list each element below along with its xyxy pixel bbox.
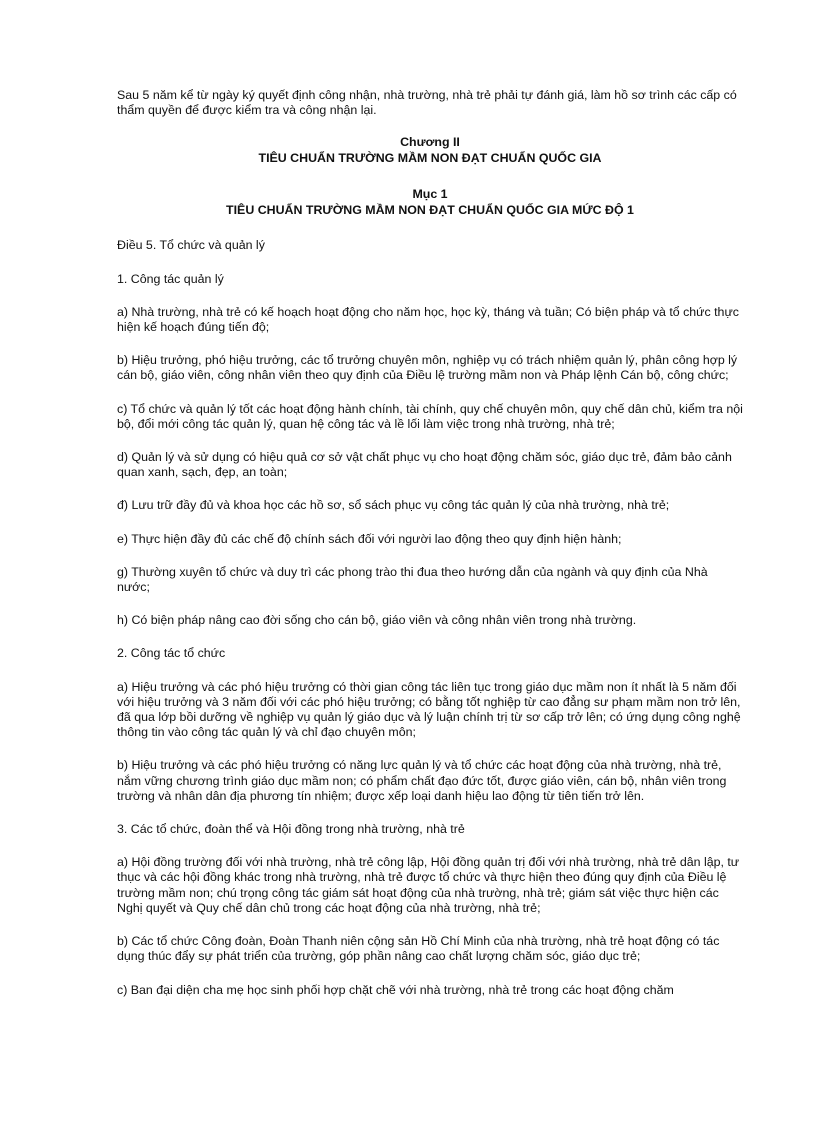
part1-item-b: b) Hiệu trưởng, phó hiệu trưởng, các tổ trưởng chuyên môn, nghiệp vụ có trách nhiệm quản lý, phân công hợp lý cán bộ, giáo viên, công nhân viên theo quy định của Điều lệ trường mầm non và Pháp lệnh Cán bộ, công chức;: [117, 353, 738, 383]
part2-title: 2. Công tác tổ chức: [117, 646, 226, 661]
part3-title: 3. Các tổ chức, đoàn thể và Hội đồng trong nhà trường, nhà trẻ: [117, 822, 465, 837]
section-title: TIÊU CHUẨN TRƯỜNG MẦM NON ĐẠT CHUẨN QUỐC GIA MỨC ĐỘ 1: [226, 203, 634, 218]
section-heading: [117, 186, 743, 218]
part1-item-c: c) Tổ chức và quản lý tốt các hoạt động hành chính, tài chính, quy chế chuyên môn, quy chế dân chủ, kiểm tra nội bộ, đổi mới công tác quản lý, quan hệ công tác và lề lối làm việc trong nhà trường, nhà trẻ;: [117, 401, 743, 431]
part1-item-g: g) Thường xuyên tổ chức và duy trì các phong trào thi đua theo hướng dẫn của ngành và quy định của Nhà nước;: [117, 564, 708, 595]
part1-title: 1. Công tác quản lý: [117, 271, 224, 286]
part3-item-b: b) Các tổ chức Công đoàn, Đoàn Thanh niên cộng sản Hồ Chí Minh của nhà trường, nhà trẻ hoạt động có tác dụng thúc đẩy sự phát triển của trường, góp phần nâng cao chất lượng chăm sóc, giáo dục trẻ;: [117, 934, 720, 964]
part1-item-d: d) Quản lý và sử dụng có hiệu quả cơ sở vật chất phục vụ cho hoạt động chăm sóc, giáo dục trẻ, đảm bảo cảnh quan xanh, sạch, đẹp, an toàn;: [117, 450, 732, 480]
chapter-heading: [117, 134, 743, 166]
part3-item-a: a) Hội đồng trường đối với nhà trường, nhà trẻ công lập, Hội đồng quản trị đối với nhà trường, nhà trẻ dân lập, tư thục và các hội đồng khác trong nhà trường, nhà trẻ được tổ chức và thực hiện theo đúng quy định của Điều lệ trường mầm non; chú trọng công tác giám sát hoạt động của nhà trường, nhà trẻ; giám sát việc thực hiện các Nghị quyết và Quy chế dân chủ trong các hoạt động của nhà trường, nhà trẻ;: [117, 855, 740, 915]
chapter-label: Chương II: [400, 135, 460, 150]
document-page: [117, 88, 743, 1016]
part1-item-a: a) Nhà trường, nhà trẻ có kế hoạch hoạt động cho năm học, học kỳ, tháng và tuần; Có biện pháp và tổ chức thực hiện kế hoạch đúng tiến độ;: [117, 304, 739, 335]
part1-item-e: e) Thực hiện đầy đủ các chế độ chính sách đối với người lao động theo quy định hiện hành;: [117, 531, 622, 546]
article-title: Điều 5. Tổ chức và quản lý: [117, 238, 265, 253]
part2-item-a: a) Hiệu trưởng và các phó hiệu trưởng có thời gian công tác liên tục trong giáo dục mầm non ít nhất là 5 năm đối với hiệu trưởng và 3 năm đối với các phó hiệu trưởng; có bằng tốt nghiệp từ cao đẳng sư phạm mầm non trở lên, đã qua lớp bồi dưỡng về nghiệp vụ quản lý giáo dục và lý luận chính trị từ sơ cấp trở lên; có ứng dụng công nghệ thông tin vào công tác quản lý và chỉ đạo chuyên môn;: [117, 679, 741, 740]
part3-item-c: c) Ban đại diện cha mẹ học sinh phối hợp chặt chẽ với nhà trường, nhà trẻ trong các hoạt động chăm: [117, 982, 674, 997]
chapter-title: TIÊU CHUẨN TRƯỜNG MẦM NON ĐẠT CHUẨN QUỐC GIA: [258, 151, 602, 166]
section-label: Mục 1: [412, 187, 448, 202]
part1-item-h: h) Có biện pháp nâng cao đời sống cho cán bộ, giáo viên và công nhân viên trong nhà trường.: [117, 613, 637, 628]
part2-item-b: b) Hiệu trưởng và các phó hiệu trưởng có năng lực quản lý và tổ chức các hoạt động của nhà trường, nhà trẻ, nắm vững chương trình giáo dục mầm non; có phẩm chất đạo đức tốt, được giáo viên, cán bộ, nhân viên trong trường và nhân dân địa phương tín nhiệm; được xếp loại danh hiệu lao động từ tiên tiến trở lên.: [117, 758, 727, 803]
intro-paragraph: Sau 5 năm kể từ ngày ký quyết định công nhận, nhà trường, nhà trẻ phải tự đánh giá, làm hồ sơ trình các cấp có thẩm quyền để được kiểm tra và công nhận lại.: [117, 88, 737, 118]
part1-item-dd: đ) Lưu trữ đầy đủ và khoa học các hồ sơ, sổ sách phục vụ công tác quản lý của nhà trường, nhà trẻ;: [117, 498, 670, 513]
